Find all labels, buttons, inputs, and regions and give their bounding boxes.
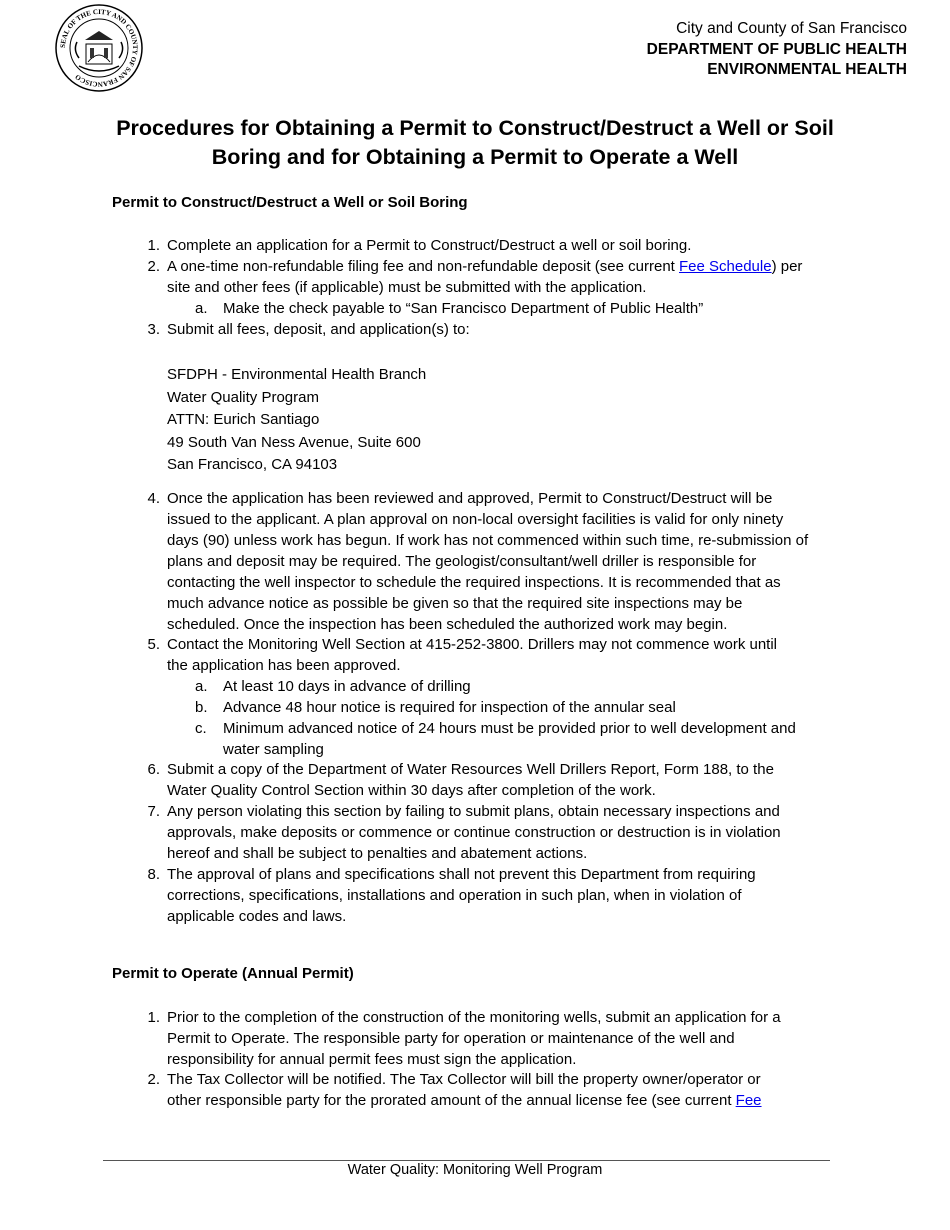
- list-item: 5. Contact the Monitoring Well Section at 415-252-3800. Drillers may not commence work until the application has been approved.: [167, 634, 839, 676]
- list-item: 8. The approval of plans and specifications shall not prevent this Department from requiring corrections, specifications, installations and operation in such plan, when in violation of applicable codes and laws.: [167, 864, 839, 927]
- header-department: DEPARTMENT OF PUBLIC HEALTH: [646, 40, 907, 58]
- list-item: [147, 235, 839, 256]
- section-heading-operate: Permit to Operate (Annual Permit): [112, 965, 354, 982]
- sub-list-item: b. Advance 48 hour notice is required for inspection of the annular seal: [195, 699, 676, 716]
- list-item: 7. Any person violating this section by failing to submit plans, obtain necessary inspections and approvals, make deposits or commence or continue construction or destruction is in violation hereof and shall be subject to penalties and abatement actions.: [167, 801, 839, 864]
- list-number: 8.: [147, 866, 160, 883]
- list-text: A one-time non-refundable filing fee and non-refundable deposit (see current Fee Schedule) per: [167, 258, 803, 275]
- list-number: 7.: [147, 803, 160, 820]
- seal-image: [55, 4, 143, 92]
- sub-list-item: a. Make the check payable to “San Francisco Department of Public Health”: [195, 300, 704, 317]
- title-line-1: Procedures for Obtaining a Permit to Construct/Destruct a Well or Soil: [116, 116, 834, 140]
- list-item: 1. Prior to the completion of the construction of the monitoring wells, submit an application for a Permit to Operate. The responsible party for operation or maintenance of the well and responsibility for annual permit fees must sign the application.: [167, 1007, 839, 1070]
- document-title: [60, 114, 890, 172]
- svg-text:SEAL OF THE CITY AND COUNTY OF: SEAL OF THE CITY AND COUNTY OF SAN FRANCISCO: [58, 7, 140, 89]
- list-item: 6. Submit a copy of the Department of Water Resources Well Drillers Report, Form 188, to the Water Quality Control Section within 30 days after completion of the work.: [167, 759, 839, 801]
- list-text: Complete an application for a Permit to Construct/Destruct a well or soil boring.: [167, 237, 692, 254]
- header-city: City and County of San Francisco: [676, 20, 907, 37]
- list-item: 2. The Tax Collector will be notified. The Tax Collector will bill the property owner/operator or other responsible party for the prorated amount of the annual license fee (see current Fee: [167, 1069, 839, 1111]
- fee-link[interactable]: Fee: [735, 1092, 762, 1109]
- agency-header: [647, 19, 907, 81]
- list-number: 5.: [147, 636, 160, 653]
- sub-list-item: c. Minimum advanced notice of 24 hours must be provided prior to well development and water sampling: [195, 720, 796, 758]
- fee-schedule-link[interactable]: Fee Schedule: [679, 258, 772, 275]
- list-item: [147, 319, 839, 340]
- page-footer: Water Quality: Monitoring Well Program: [347, 1162, 603, 1178]
- list-number: 1.: [147, 237, 160, 254]
- list-number: 6.: [147, 761, 160, 778]
- footer-divider: [103, 1160, 830, 1161]
- list-number: 4.: [147, 490, 160, 507]
- list-number: 3.: [147, 321, 160, 338]
- section-heading-construct: Permit to Construct/Destruct a Well or Soil Boring: [112, 194, 468, 211]
- list-number: 2.: [147, 1071, 160, 1088]
- list-item: [147, 256, 839, 298]
- sub-list-item: a. At least 10 days in advance of drilling: [195, 678, 471, 695]
- header-division: ENVIRONMENTAL HEALTH: [707, 61, 907, 78]
- title-line-2: Boring and for Obtaining a Permit to Operate a Well: [211, 145, 739, 169]
- list-number: 1.: [147, 1009, 160, 1026]
- mailing-address: SFDPH - Environmental Health Branch Water Quality Program ATTN: Eurich Santiago 49 South Van Ness Avenue, Suite 600 San Francisco, CA 94103: [167, 366, 427, 473]
- list-text: site and other fees (if applicable) must be submitted with the application.: [167, 279, 647, 296]
- list-item: 4. Once the application has been reviewed and approved, Permit to Construct/Destruct will be issued to the applicant. A plan approval on non-local oversight facilities is valid for only ninety days (90) unless work has begun. If work has not commenced within such time, re-submission of plans and deposit may be required. The geologist/consultant/well driller is responsible for contacting the well inspector to schedule the required inspections. It is recommended that as much advance notice as possible be given so that the required site inspections may be scheduled. Once the inspection has been scheduled the authorized work may begin.: [167, 488, 839, 635]
- list-number: 2.: [147, 258, 160, 275]
- list-text: Submit all fees, deposit, and application(s) to:: [167, 321, 470, 338]
